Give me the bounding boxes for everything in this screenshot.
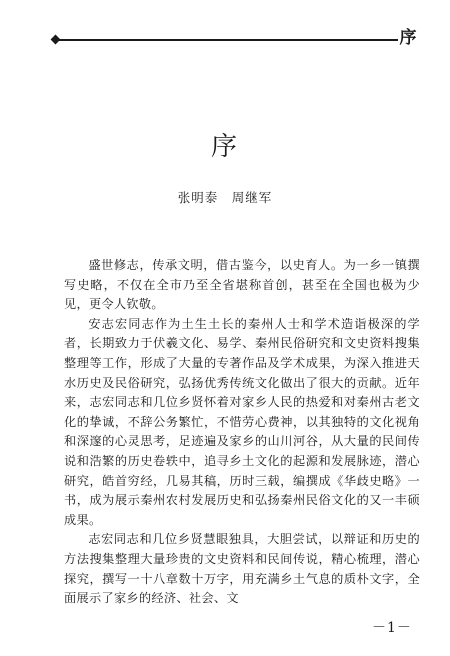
authors-line: 张明泰 周继军 (177, 190, 273, 205)
page-title: 序 (210, 132, 239, 162)
header-rule (58, 39, 398, 41)
paragraph: 志宏同志和几位乡贤慧眼独具，大胆尝试，以辩证和历史的方法搜集整理大量珍贵的文史资料和民间传说，精心梳理，潜心探究，撰写一十八章数十万字，用充满乡土气息的质朴文字，全面展示了家乡的经济、社会、文 (64, 532, 420, 606)
preface-body (64, 256, 420, 609)
paragraph: 安志宏同志作为土生土长的秦州人士和学术造诣极深的学者，长期致力于伏羲文化、易学、秦州民俗研究和文史资料搜集整理等工作，形成了大量的专著作品及学术成果，为深入推进天水历史及民俗研究，弘扬优秀传统文化做出了很大的贡献。近年来，志宏同志和几位乡贤怀着对家乡人民的热爱和对秦州古老文化的挚诚，不辞公务繁忙，不惜劳心费神，以其独特的文化视角和深邃的心灵思考，足迹遍及家乡的山川河谷，从大量的民间传说和浩繁的历史卷轶中，追寻乡土文化的起源和发展脉迹，潜心研究，皓首穷经，几易其稿，历时三载，编撰成《华歧史略》一书，成为展示秦州农村发展历史和弘扬秦州民俗文化的又一丰硕成果。 (64, 316, 420, 527)
running-header-label: 序 (399, 28, 417, 48)
page-number: －1－ (372, 620, 412, 636)
paragraph: 盛世修志，传承文明，借古鉴今，以史育人。为一乡一镇撰写史略，不仅在全市乃至全省堪称首创，甚至在全国也极为少见，更令人钦敬。 (64, 258, 420, 312)
